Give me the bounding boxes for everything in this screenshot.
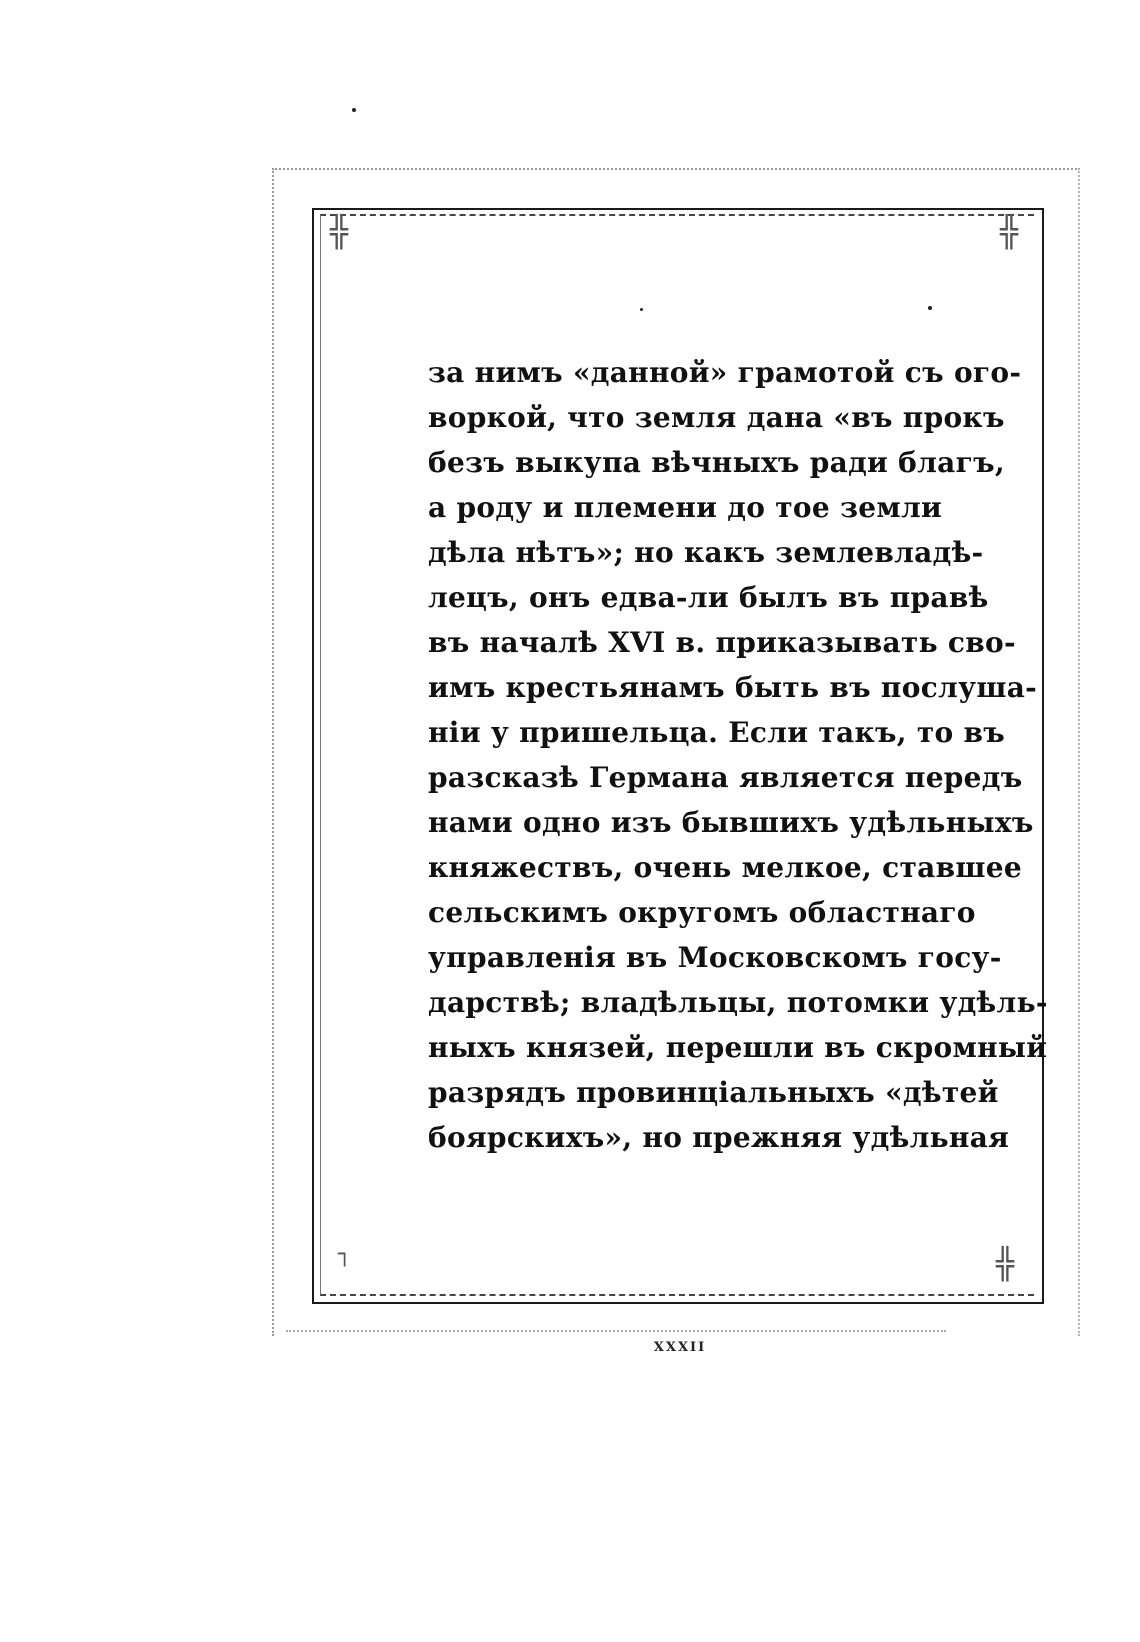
text-line: боярскихъ», но прежняя удѣльная xyxy=(428,1121,1010,1154)
text-line: ныхъ князей, перешли въ скромный xyxy=(428,1031,1048,1064)
text-line: дѣла нѣтъ»; но какъ землевладѣ- xyxy=(428,536,984,569)
text-line: нiи у пришельца. Если такъ, то въ xyxy=(428,716,1006,749)
text-line: воркой, что земля дана «въ прокъ xyxy=(428,401,1005,434)
body-text xyxy=(428,350,1048,1160)
text-line: нами одно изъ бывшихъ удѣльныхъ xyxy=(428,806,1034,839)
bottom-dotted-rule xyxy=(286,1330,946,1334)
text-line: разсказѣ Германа является передъ xyxy=(428,761,1023,794)
corner-ornament-top-left: ╬ xyxy=(330,215,349,250)
ink-speck xyxy=(352,108,356,112)
text-line: а роду и племени до тое земли xyxy=(428,491,943,524)
text-line: сельскимъ округомъ областнаго xyxy=(428,896,976,929)
corner-ornament-top-right: ╬ xyxy=(1000,215,1019,250)
text-line: княжествъ, очень мелкое, ставшее xyxy=(428,851,1022,884)
text-line: въ началѣ XVI в. приказывать сво- xyxy=(428,626,1016,659)
ink-speck xyxy=(640,308,643,311)
text-line: лецъ, онъ едва-ли былъ въ правѣ xyxy=(428,581,989,614)
text-line: управленiя въ Московскомъ госу- xyxy=(428,941,1002,974)
text-line: имъ крестьянамъ быть въ послуша- xyxy=(428,671,1038,704)
text-line: безъ выкупа вѣчныхъ ради благъ, xyxy=(428,446,1005,479)
corner-ornament-bottom-right: ╬ xyxy=(996,1247,1015,1282)
page-number: XXXII xyxy=(653,1340,707,1355)
ink-speck xyxy=(928,306,932,310)
text-line: дарствѣ; владѣльцы, потомки удѣль- xyxy=(428,986,1048,1019)
corner-ornament-bottom-left: ┐ xyxy=(338,1242,352,1267)
text-line: разрядъ провинцiальныхъ «дѣтей xyxy=(428,1076,999,1109)
text-line: за нимъ «данной» грамотой съ ого- xyxy=(428,356,1022,389)
